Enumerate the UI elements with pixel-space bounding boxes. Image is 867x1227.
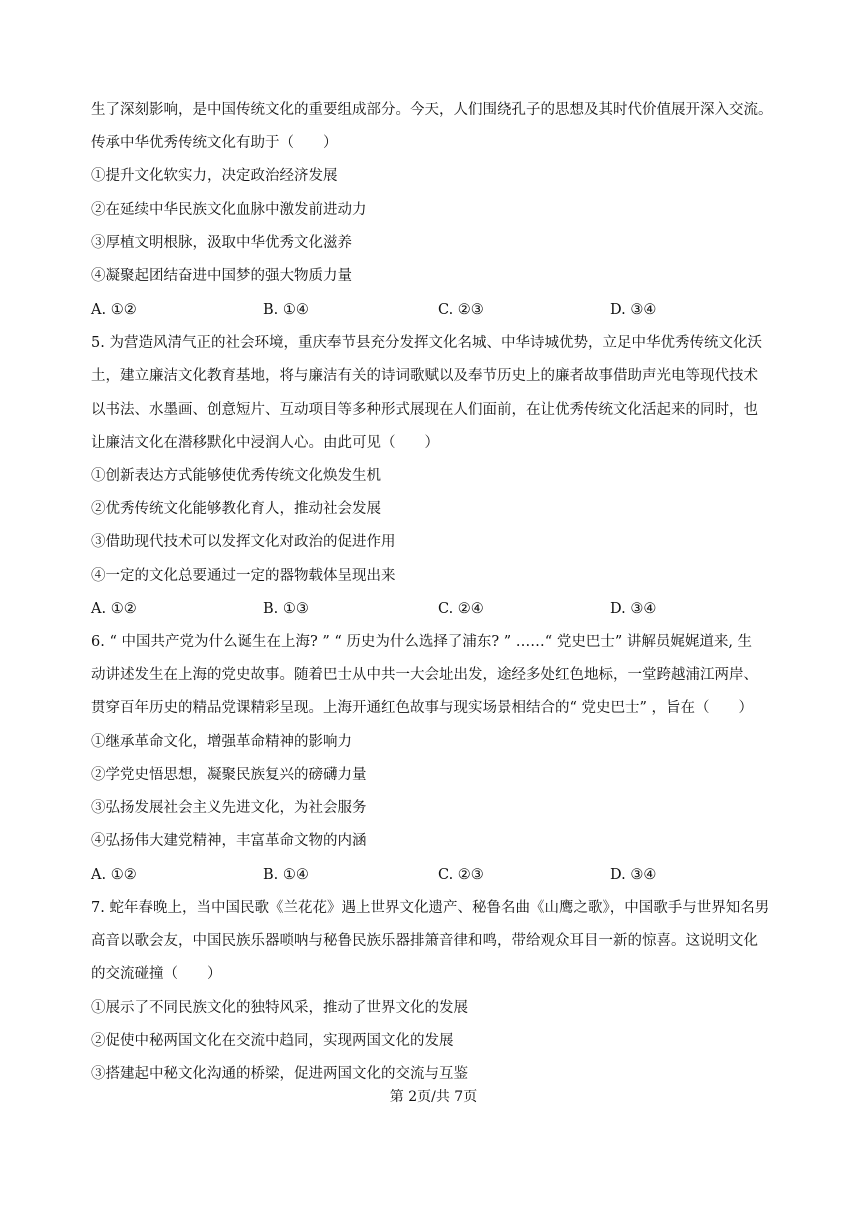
- q4-item-3: ③厚植文明根脉，汲取中华优秀文化滋养: [91, 235, 352, 251]
- q6-item-1: ①继承革命文化，增强革命精神的影响力: [91, 734, 352, 750]
- q6-stem-line-1: 6. “ 中国共产党为什么诞生在上海? ” “ 历史为什么选择了浦东? ” ……“ 党史巴士” 讲解员娓娓道来, 生: [91, 634, 753, 650]
- q6-stem-line-2: 动讲述发生在上海的党史故事。随着巴士从中共一大会址出发，途经多处红色地标，一堂跨越浦江两岸、: [91, 667, 758, 683]
- page-footer: 第 2页/共 7页: [389, 1089, 478, 1105]
- q6-option-a[interactable]: A. ①②: [91, 867, 137, 883]
- q5-option-c[interactable]: C. ②④: [438, 601, 484, 617]
- q4-options: [91, 300, 791, 320]
- q6-item-3: ③弘扬发展社会主义先进文化，为社会服务: [91, 800, 367, 816]
- q5-stem-line-1: 5. 为营造风清气正的社会环境，重庆奉节县充分发挥文化名城、中华诗城优势，立足中华优秀传统文化沃: [91, 335, 762, 351]
- q5-stem-line-2: 土，建立廉洁文化教育基地，将与廉洁有关的诗词歌赋以及奉节历史上的廉者故事借助声光电等现代技术: [91, 368, 758, 384]
- q5-item-2: ②优秀传统文化能够教化育人，推动社会发展: [91, 501, 381, 517]
- q5-stem-line-4: 让廉洁文化在潜移默化中浸润人心。由此可见（ ）: [91, 435, 439, 451]
- q4-stem-line-2: 传承中华优秀传统文化有助于（ ）: [91, 135, 338, 151]
- q5-option-b[interactable]: B. ①③: [263, 601, 309, 617]
- q5-item-3: ③借助现代技术可以发挥文化对政治的促进作用: [91, 534, 396, 550]
- q5-item-1: ①创新表达方式能够使优秀传统文化焕发生机: [91, 468, 381, 484]
- q6-stem-line-3: 贯穿百年历史的精品党课精彩呈现。上海开通红色故事与现实场景相结合的“ 党史巴士” ，旨在（ ）: [91, 700, 754, 716]
- q5-options: [91, 599, 791, 619]
- q4-item-4: ④凝聚起团结奋进中国梦的强大物质力量: [91, 268, 352, 284]
- q7-item-3: ③搭建起中秘文化沟通的桥梁，促进两国文化的交流与互鉴: [91, 1066, 468, 1082]
- q4-item-2: ②在延续中华民族文化血脉中激发前进动力: [91, 202, 367, 218]
- q6-option-b[interactable]: B. ①④: [263, 867, 309, 883]
- q6-item-2: ②学党史悟思想，凝聚民族复兴的磅礴力量: [91, 767, 367, 783]
- q5-stem-line-3: 以书法、水墨画、创意短片、互动项目等多种形式展现在人们面前，在让优秀传统文化活起来的同时，也: [91, 402, 758, 418]
- q4-option-a[interactable]: A. ①②: [91, 302, 137, 318]
- q7-stem-line-2: 高音以歌会友，中国民族乐器唢呐与秘鲁民族乐器排箫音律和鸣，带给观众耳目一新的惊喜。这说明文化: [91, 933, 758, 949]
- q5-item-4: ④一定的文化总要通过一定的器物载体呈现出来: [91, 568, 396, 584]
- q5-option-d[interactable]: D. ③④: [610, 601, 657, 617]
- q7-item-1: ①展示了不同民族文化的独特风采，推动了世界文化的发展: [91, 1000, 468, 1016]
- q4-option-b[interactable]: B. ①④: [263, 302, 309, 318]
- q4-option-d[interactable]: D. ③④: [610, 302, 657, 318]
- q6-option-d[interactable]: D. ③④: [610, 867, 657, 883]
- q7-item-2: ②促使中秘两国文化在交流中趋同，实现两国文化的发展: [91, 1033, 454, 1049]
- q4-stem-line-1: 生了深刻影响，是中国传统文化的重要组成部分。今天，人们围绕孔子的思想及其时代价值展开深入交流。: [91, 102, 773, 118]
- q7-stem-line-1: 7. 蛇年春晚上，当中国民歌《兰花花》遇上世界文化遗产、秘鲁名曲《山鹰之歌》，中国歌手与世界知名男: [91, 900, 770, 916]
- q6-item-4: ④弘扬伟大建党精神，丰富革命文物的内涵: [91, 833, 367, 849]
- q7-stem-line-3: 的交流碰撞（ ）: [91, 966, 222, 982]
- q4-option-c[interactable]: C. ②③: [438, 302, 484, 318]
- q4-item-1: ①提升文化软实力，决定政治经济发展: [91, 168, 338, 184]
- q6-option-c[interactable]: C. ②③: [438, 867, 484, 883]
- q6-options: [91, 865, 791, 885]
- q5-option-a[interactable]: A. ①②: [91, 601, 137, 617]
